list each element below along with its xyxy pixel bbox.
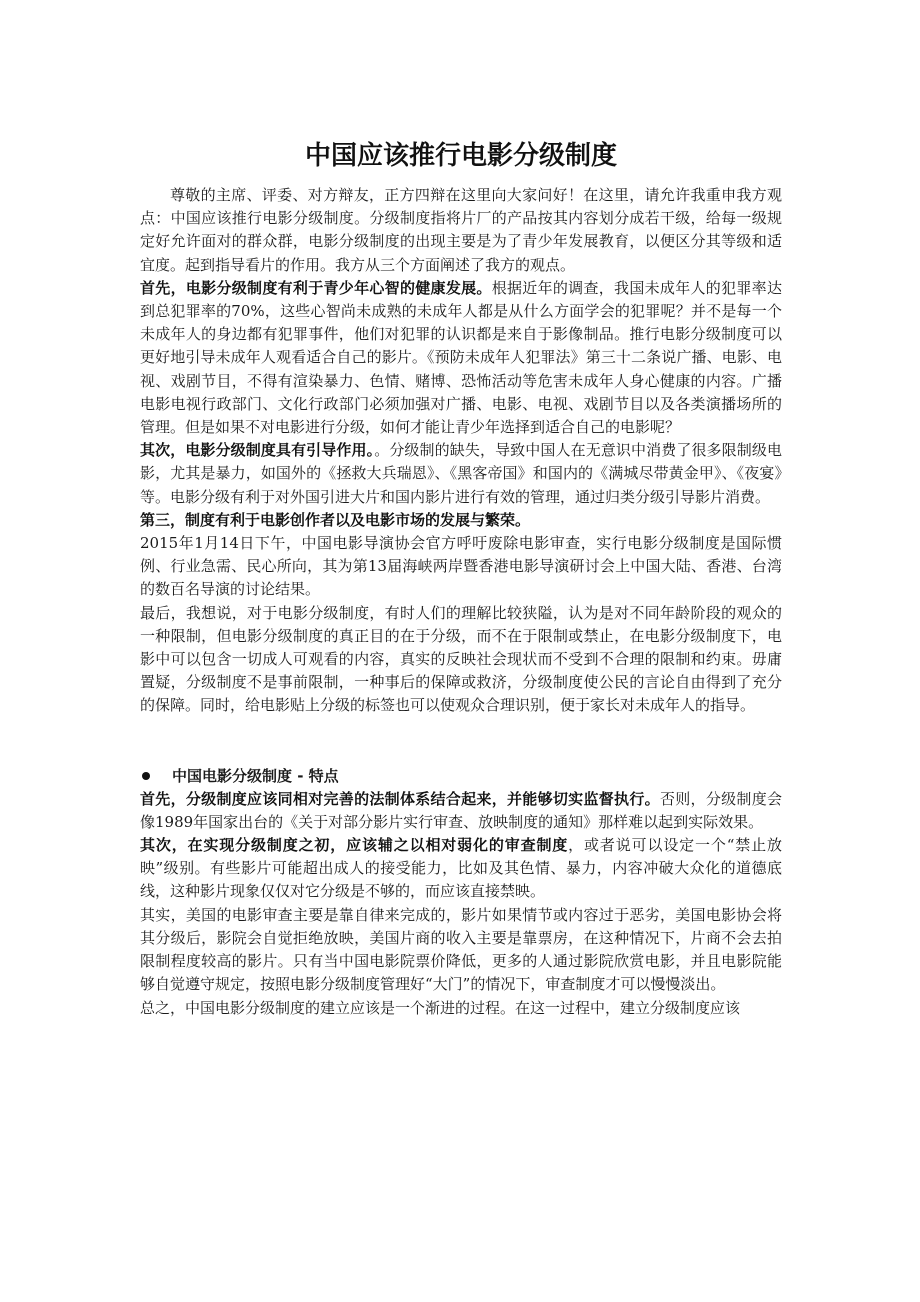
s2-point1-paragraph [140,788,782,834]
point2-heading: 其次，电影分级制度具有引导作用。 [140,441,375,460]
s2-point2-paragraph [140,834,782,904]
bullet-icon [142,772,150,780]
s2-paragraph-4: 总之，中国电影分级制度的建立应该是一个渐进的过程。在这一过程中，建立分级制度应该 [140,998,741,1017]
s2-point1-heading: 首先，分级制度应该同相对完善的法制体系结合起来，并能够切实监督执行。 [140,789,660,808]
section2-heading: 中国电影分级制度 - 特点 [172,766,339,785]
s2-point2-body: ，或者说可以设定一个“禁止放映”级别。有些影片可能超出成人的接受能力，比如及其色情、暴力，内容冲破大众化的道德底线，这种影片现象仅仅对它分级是不够的，而应该直接禁映。 [140,836,782,901]
point3-body: 2015年1月14日下午，中国电影导演协会官方呼吁废除电影审查，实行电影分级制度是国际惯例、行业急需、民心所向，其为第13届海峡两岸暨香港电影导演研讨会上中国大陆、香港、台湾的数百名导演的讨论结果。 [140,534,782,599]
conclusion-paragraph: 最后，我想说，对于电影分级制度，有时人们的理解比较狭隘，认为是对不同年龄阶段的观众的一种限制，但电影分级制度的真正目的在于分级，而不在于限制或禁止，在电影分级制度下，电影中可以包含一切成人可观看的内容，真实的反映社会现状而不受到不合理的限制和约束。毋庸置疑，分级制度不是事前限制，一种事后的保障或救济，分级制度使公民的言论自由得到了充分的保障。同时，给电影贴上分级的标签也可以使观众合理识别，便于家长对未成年人的指导。 [140,603,782,715]
document-page [140,130,782,1020]
point1-paragraph [140,277,782,439]
point1-heading: 首先，电影分级制度有利于青少年心智的健康发展。 [140,278,492,297]
intro-paragraph: 尊敬的主席、评委、对方辩友，正方四辩在这里向大家问好！在这里，请允许我重申我方观点：中国应该推行电影分级制度。分级制度指将片厂的产品按其内容划分成若干级，给每一级规定好允许面对的群众群，电影分级制度的出现主要是为了青少年发展教育，以便区分其等级和适宜度。起到指导看片的作用。我方从三个方面阐述了我方的观点。 [140,186,782,274]
document-title: 中国应该推行电影分级制度 [304,141,617,171]
section-gap [140,718,782,764]
s2-paragraph-3: 其实，美国的电影审查主要是靠自律来完成的，影片如果情节或内容过于恶劣，美国电影协会将其分级后，影院会自觉拒绝放映，美国片商的收入主要是靠票房，在这种情况下，片商不会去拍限制程度较高的影片。只有当中国电影院票价降低，更多的人通过影院欣赏电影，并且电影院能够自觉遵守规定，按照电影分级制度管理好“大门”的情况下，审查制度才可以慢慢淡出。 [140,905,782,994]
s2-point2-heading: 其次，在实现分级制度之初，应该辅之以相对弱化的审查制度 [140,836,569,855]
s2-point1-body: 否则，分级制度会像1989年国家出台的《关于对部分影片实行审查、放映制度的通知》那样难以起到实际效果。 [140,789,782,831]
point2-body: 。分级制的缺失，导致中国人在无意识中消费了很多限制级电影，尤其是暴力，如国外的《拯救大兵瑞恩》、《黑客帝国》和国内的《满城尽带黄金甲》、《夜宴》等。电影分级有利于对外国引进大片和国内影片进行有效的管理，通过归类分级引导影片消费。 [140,441,782,506]
section2-heading-row [140,764,782,788]
point1-body: 根据近年的调查，我国未成年人的犯罪率达到总犯罪率的70%，这些心智尚未成熟的未成年人都是从什么方面学会的犯罪呢？并不是每一个未成年人的身边都有犯罪事件，他们对犯罪的认识都是来自于影像制品。推行电影分级制度可以更好地引导未成年人观看适合自己的影片。《预防未成年人犯罪法》第三十二条说广播、电影、电视、戏剧节目，不得有渲染暴力、色情、赌博、恐怖活动等危害未成年人身心健康的内容。广播电影电视行政部门、文化行政部门必须加强对广播、电影、电视、戏剧节目以及各类演播场所的管理。但是如果不对电影进行分级，如何才能让青少年选择到适合自己的电影呢？ [140,278,782,437]
point3-heading: 第三，制度有利于电影创作者以及电影市场的发展与繁荣。 [140,510,531,529]
point2-paragraph [140,439,782,509]
